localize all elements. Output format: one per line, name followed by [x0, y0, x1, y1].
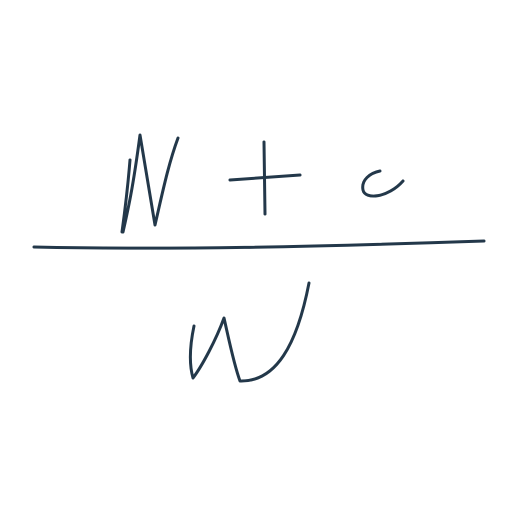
denominator-letter-w-stroke: [190, 283, 309, 381]
numerator-letter-n-stroke: [122, 135, 178, 232]
plus-vertical-stroke: [264, 142, 265, 214]
numerator-letter-c-stroke: [363, 171, 403, 196]
fraction-bar-line: [34, 241, 484, 248]
